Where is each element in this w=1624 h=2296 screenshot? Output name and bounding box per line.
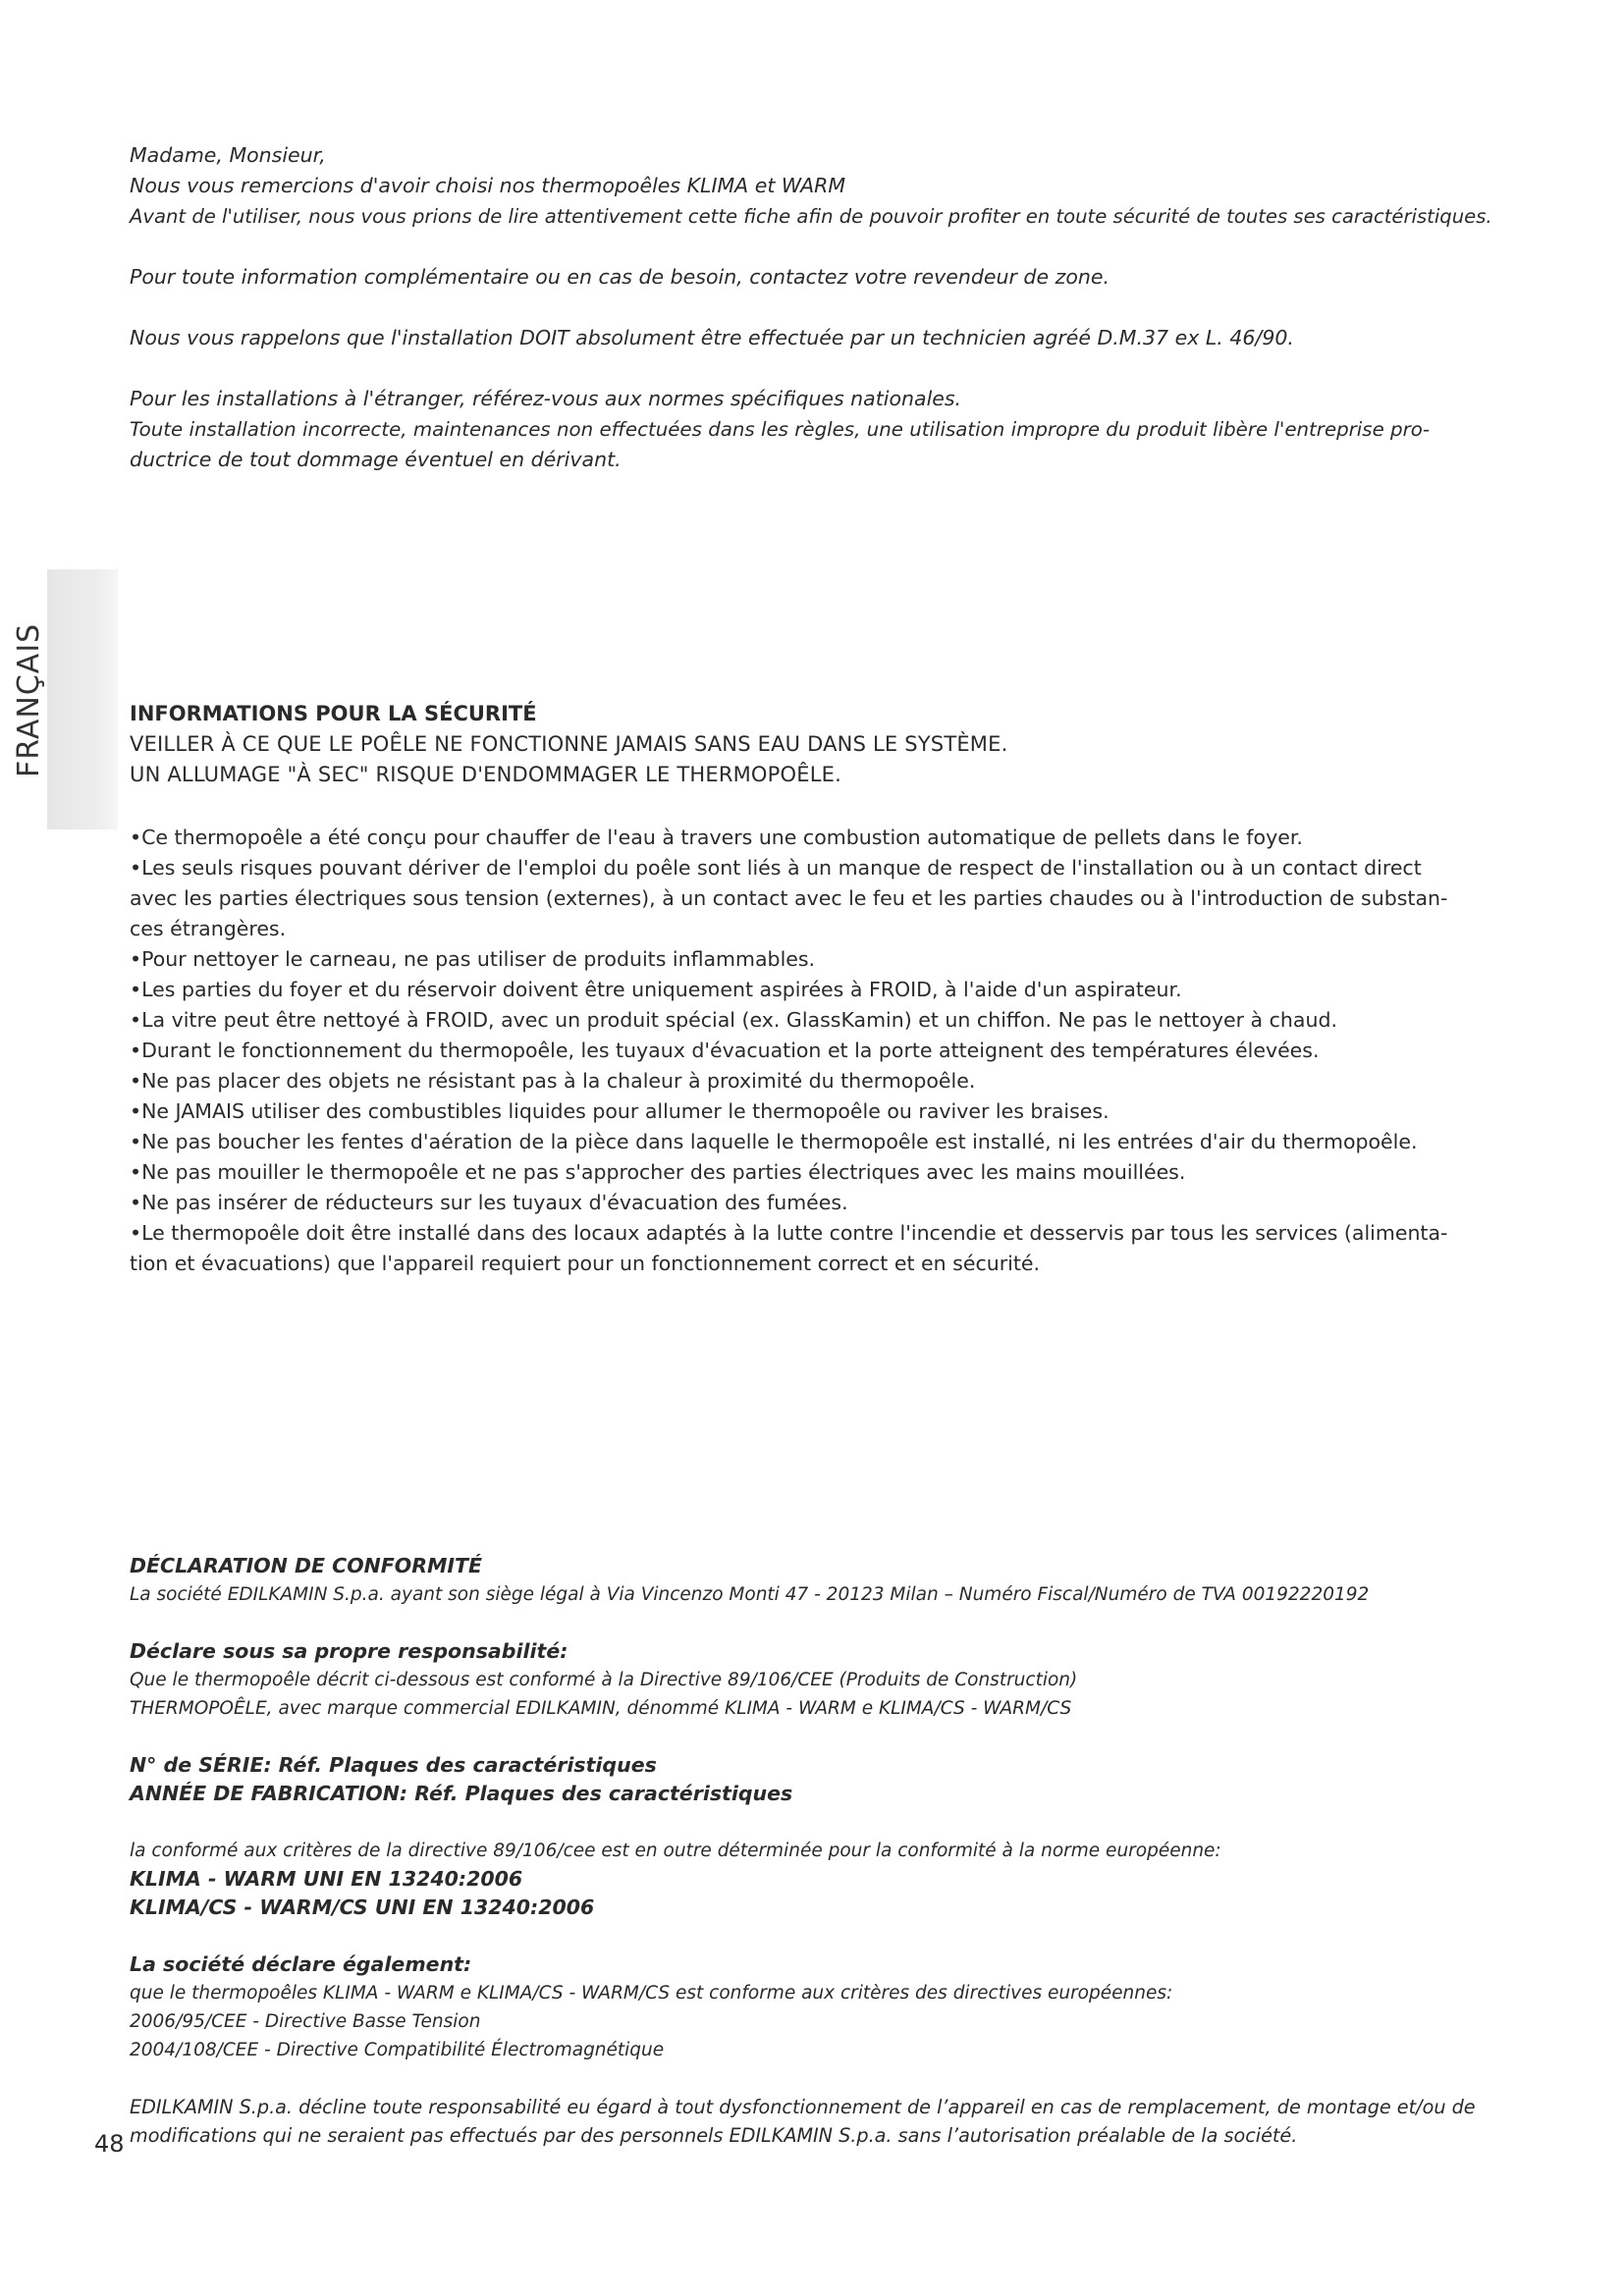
safety-item: • Ce thermopoêle a été conçu pour chauffer de l'eau à travers une combustion automatique de pellets dans le foyer.: [130, 823, 1504, 853]
safety-item: • La vitre peut être nettoyé à FROID, avec un produit spécial (ex. GlassKamin) et un chiffon. Ne pas le nettoyer à chaud.: [130, 1005, 1504, 1036]
safety-warning: [130, 729, 1504, 790]
safety-item: • Ne pas boucher les fentes d'aération de la pièce dans laquelle le thermopoêle est installé, ni les entrées d'air du thermopoêle.: [130, 1127, 1504, 1157]
intro-liability-1: Toute installation incorrecte, maintenances non effectuées dans les règles, une utilisation impropre du produit libère l'entreprise pro-: [130, 418, 1430, 441]
safety-item: • Ne JAMAIS utiliser des combustibles liquides pour allumer le thermopoêle ou raviver les braises.: [130, 1096, 1504, 1127]
intro-liability-2: ductrice de tout dommage éventuel en dérivant.: [130, 448, 622, 471]
declaration-block: [130, 1552, 1504, 2150]
declaration-norm-1: KLIMA - WARM UNI EN 13240:2006: [130, 1867, 523, 1891]
safety-heading: INFORMATIONS POUR LA SÉCURITÉ: [130, 702, 537, 725]
safety-list: [130, 823, 1504, 1279]
safety-item-continuation-text: avec les parties électriques sous tension (externes), à un contact avec le feu et les parties chaudes ou à l'introduction de substan-: [130, 886, 1448, 910]
declaration-norm-2: KLIMA/CS - WARM/CS UNI EN 13240:2006: [130, 1896, 595, 1919]
declaration-serial: N° de SÉRIE: Réf. Plaques des caractéristiques: [130, 1753, 657, 1777]
language-tab: [47, 569, 118, 829]
declaration-disclaimer-2: modifications qui ne seraient pas effectués par des personnels EDILKAMIN S.p.a. sans l’autorisation préalable de la société.: [130, 2124, 1298, 2147]
declaration-responsibility-title: Déclare sous sa propre responsabilité:: [130, 1639, 568, 1663]
declaration-responsibility-line-1: Que le thermopoêle décrit ci-dessous est conformé à la Directive 89/106/CEE (Produits de Construction): [130, 1670, 1078, 1690]
declaration-also-line: que le thermopoêles KLIMA - WARM e KLIMA/CS - WARM/CS est conforme aux critères des directives européennes:: [130, 1983, 1173, 2003]
declaration-directive-2: 2004/108/CEE - Directive Compatibilité Électromagnétique: [130, 2040, 665, 2060]
safety-item-continuation-text: tion et évacuations) que l'appareil requiert pour un fonctionnement correct et en sécurité.: [130, 1252, 1040, 1275]
safety-item: • Les seuls risques pouvant dériver de l'emploi du poêle sont liés à un manque de respect de l'installation ou à un contact direct: [130, 853, 1504, 883]
safety-item-continuation: [130, 1249, 1504, 1279]
page-number: 48: [94, 2130, 125, 2158]
declaration-directive-1: 2006/95/CEE - Directive Basse Tension: [130, 2011, 481, 2032]
safety-item-continuation: [130, 914, 1504, 944]
intro-thanks: Nous vous remercions d'avoir choisi nos thermopoêles KLIMA et WARM: [130, 174, 846, 197]
safety-item-continuation: [130, 883, 1504, 914]
safety-item: • Le thermopoêle doit être installé dans des locaux adaptés à la lutte contre l'incendie et desservis par tous les services (alimenta-: [130, 1218, 1504, 1249]
declaration-disclaimer-1: EDILKAMIN S.p.a. décline toute responsabilité eu égard à tout dysfonctionnement de l’appareil en cas de remplacement, de montage et/ou de: [130, 2096, 1476, 2118]
language-tab-label: FRANÇAIS: [12, 622, 46, 777]
intro-block: [130, 140, 1504, 475]
declaration-title: DÉCLARATION DE CONFORMITÉ: [130, 1554, 483, 1577]
intro-contact: Pour toute information complémentaire ou en cas de besoin, contactez votre revendeur de zone.: [130, 265, 1110, 289]
safety-warning-line-1: VEILLER À CE QUE LE POÊLE NE FONCTIONNE JAMAIS SANS EAU DANS LE SYSTÈME.: [130, 732, 1008, 756]
declaration-responsibility-line-2: THERMOPOÊLE, avec marque commercial EDILKAMIN, dénommé KLIMA - WARM e KLIMA/CS - WARM/CS: [130, 1698, 1072, 1719]
safety-item: • Ne pas placer des objets ne résistant pas à la chaleur à proximité du thermopoêle.: [130, 1066, 1504, 1096]
safety-item: • Les parties du foyer et du réservoir doivent être uniquement aspirées à FROID, à l'aide d'un aspirateur.: [130, 975, 1504, 1005]
declaration-year: ANNÉE DE FABRICATION: Réf. Plaques des caractéristiques: [130, 1782, 793, 1805]
safety-item: • Durant le fonctionnement du thermopoêle, les tuyaux d'évacuation et la porte atteignent des températures élevées.: [130, 1036, 1504, 1066]
safety-item: • Ne pas insérer de réducteurs sur les tuyaux d'évacuation des fumées.: [130, 1188, 1504, 1218]
safety-item: • Ne pas mouiller le thermopoêle et ne pas s'approcher des parties électriques avec les mains mouillées.: [130, 1157, 1504, 1188]
intro-salutation: Madame, Monsieur,: [130, 143, 326, 167]
safety-item-continuation-text: ces étrangères.: [130, 917, 287, 940]
intro-read-notice: Avant de l'utiliser, nous vous prions de lire attentivement cette fiche afin de pouvoir profiter en toute sécurité de toutes ses caractéristiques.: [130, 205, 1492, 228]
declaration-conformity-line: la conformé aux critères de la directive 89/106/cee est en outre déterminée pour la conformité à la norme européenne:: [130, 1841, 1221, 1861]
safety-warning-line-2: UN ALLUMAGE "À SEC" RISQUE D'ENDOMMAGER LE THERMOPOÊLE.: [130, 763, 841, 786]
safety-item: • Pour nettoyer le carneau, ne pas utiliser de produits inflammables.: [130, 944, 1504, 975]
declaration-company: La société EDILKAMIN S.p.a. ayant son siège légal à Via Vincenzo Monti 47 - 20123 Milan – Numéro Fiscal/Numéro de TVA 00192220192: [130, 1584, 1370, 1605]
intro-installation: Nous vous rappelons que l'installation DOIT absolument être effectuée par un technicien agréé D.M.37 ex L. 46/90.: [130, 326, 1294, 349]
declaration-also-title: La société déclare également:: [130, 1952, 472, 1976]
intro-foreign: Pour les installations à l'étranger, référez-vous aux normes spécifiques nationales.: [130, 387, 962, 410]
